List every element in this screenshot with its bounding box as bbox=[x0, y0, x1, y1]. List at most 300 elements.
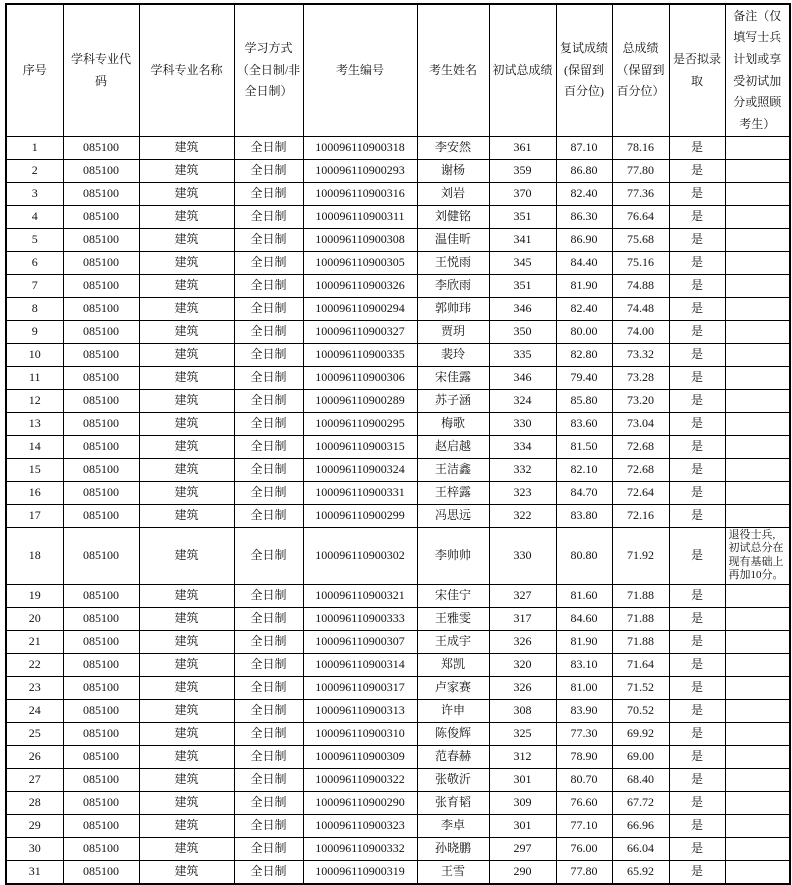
cell-total-score: 71.92 bbox=[612, 528, 669, 585]
cell-candidate-name: 范春赫 bbox=[417, 745, 489, 768]
cell-study-mode: 全日制 bbox=[234, 390, 303, 413]
cell-no: 26 bbox=[6, 745, 63, 768]
cell-study-mode: 全日制 bbox=[234, 183, 303, 206]
cell-initial-score: 361 bbox=[489, 137, 556, 160]
cell-candidate-name: 刘健铭 bbox=[417, 206, 489, 229]
cell-subject-code: 085100 bbox=[63, 860, 139, 884]
cell-subject-name: 建筑 bbox=[139, 505, 234, 528]
col-header-retest-score: 复试成绩(保留到百分位) bbox=[556, 4, 612, 137]
cell-subject-code: 085100 bbox=[63, 584, 139, 607]
cell-no: 19 bbox=[6, 584, 63, 607]
table-row bbox=[6, 183, 790, 206]
cell-subject-name: 建筑 bbox=[139, 367, 234, 390]
cell-subject-name: 建筑 bbox=[139, 837, 234, 860]
cell-initial-score: 351 bbox=[489, 275, 556, 298]
cell-remark bbox=[725, 160, 790, 183]
cell-candidate-id: 100096110900289 bbox=[303, 390, 417, 413]
table-row bbox=[6, 459, 790, 482]
cell-candidate-id: 100096110900323 bbox=[303, 814, 417, 837]
cell-study-mode: 全日制 bbox=[234, 630, 303, 653]
cell-subject-code: 085100 bbox=[63, 459, 139, 482]
cell-no: 20 bbox=[6, 607, 63, 630]
cell-remark bbox=[725, 814, 790, 837]
cell-initial-score: 308 bbox=[489, 699, 556, 722]
cell-study-mode: 全日制 bbox=[234, 676, 303, 699]
cell-total-score: 78.16 bbox=[612, 137, 669, 160]
header-row bbox=[6, 4, 790, 137]
table-row bbox=[6, 722, 790, 745]
cell-subject-code: 085100 bbox=[63, 505, 139, 528]
cell-candidate-name: 李安然 bbox=[417, 137, 489, 160]
table-row bbox=[6, 413, 790, 436]
cell-admitted: 是 bbox=[669, 321, 725, 344]
cell-no: 28 bbox=[6, 791, 63, 814]
cell-subject-code: 085100 bbox=[63, 699, 139, 722]
results-tbody bbox=[6, 137, 790, 884]
cell-remark bbox=[725, 413, 790, 436]
cell-remark bbox=[725, 229, 790, 252]
cell-total-score: 71.64 bbox=[612, 653, 669, 676]
table-row bbox=[6, 630, 790, 653]
cell-retest-score: 77.80 bbox=[556, 860, 612, 884]
cell-retest-score: 82.80 bbox=[556, 344, 612, 367]
cell-remark bbox=[725, 837, 790, 860]
cell-no: 14 bbox=[6, 436, 63, 459]
cell-subject-code: 085100 bbox=[63, 183, 139, 206]
cell-candidate-id: 100096110900327 bbox=[303, 321, 417, 344]
cell-subject-code: 085100 bbox=[63, 229, 139, 252]
cell-no: 11 bbox=[6, 367, 63, 390]
cell-no: 31 bbox=[6, 860, 63, 884]
table-row bbox=[6, 607, 790, 630]
cell-retest-score: 76.00 bbox=[556, 837, 612, 860]
cell-study-mode: 全日制 bbox=[234, 791, 303, 814]
cell-subject-name: 建筑 bbox=[139, 791, 234, 814]
cell-candidate-name: 宋佳宁 bbox=[417, 584, 489, 607]
cell-subject-code: 085100 bbox=[63, 528, 139, 585]
cell-study-mode: 全日制 bbox=[234, 413, 303, 436]
cell-study-mode: 全日制 bbox=[234, 482, 303, 505]
cell-subject-name: 建筑 bbox=[139, 768, 234, 791]
cell-remark bbox=[725, 630, 790, 653]
cell-retest-score: 82.40 bbox=[556, 183, 612, 206]
cell-candidate-name: 王雪 bbox=[417, 860, 489, 884]
cell-subject-code: 085100 bbox=[63, 745, 139, 768]
cell-study-mode: 全日制 bbox=[234, 321, 303, 344]
cell-admitted: 是 bbox=[669, 160, 725, 183]
cell-subject-name: 建筑 bbox=[139, 699, 234, 722]
cell-candidate-id: 100096110900310 bbox=[303, 722, 417, 745]
cell-subject-code: 085100 bbox=[63, 768, 139, 791]
table-row bbox=[6, 837, 790, 860]
cell-total-score: 75.68 bbox=[612, 229, 669, 252]
cell-no: 29 bbox=[6, 814, 63, 837]
table-row bbox=[6, 653, 790, 676]
cell-subject-name: 建筑 bbox=[139, 137, 234, 160]
cell-retest-score: 80.00 bbox=[556, 321, 612, 344]
cell-remark bbox=[725, 390, 790, 413]
cell-no: 9 bbox=[6, 321, 63, 344]
cell-no: 23 bbox=[6, 676, 63, 699]
cell-study-mode: 全日制 bbox=[234, 137, 303, 160]
cell-subject-code: 085100 bbox=[63, 137, 139, 160]
cell-subject-name: 建筑 bbox=[139, 860, 234, 884]
cell-study-mode: 全日制 bbox=[234, 768, 303, 791]
cell-study-mode: 全日制 bbox=[234, 653, 303, 676]
cell-study-mode: 全日制 bbox=[234, 229, 303, 252]
cell-retest-score: 81.90 bbox=[556, 275, 612, 298]
cell-no: 13 bbox=[6, 413, 63, 436]
table-row bbox=[6, 390, 790, 413]
cell-candidate-name: 李欣雨 bbox=[417, 275, 489, 298]
cell-remark bbox=[725, 653, 790, 676]
cell-study-mode: 全日制 bbox=[234, 344, 303, 367]
col-header-candidate-id: 考生编号 bbox=[303, 4, 417, 137]
cell-initial-score: 297 bbox=[489, 837, 556, 860]
cell-remark bbox=[725, 676, 790, 699]
cell-study-mode: 全日制 bbox=[234, 699, 303, 722]
cell-study-mode: 全日制 bbox=[234, 814, 303, 837]
cell-retest-score: 81.60 bbox=[556, 584, 612, 607]
cell-retest-score: 81.90 bbox=[556, 630, 612, 653]
cell-retest-score: 83.80 bbox=[556, 505, 612, 528]
cell-study-mode: 全日制 bbox=[234, 860, 303, 884]
cell-candidate-id: 100096110900318 bbox=[303, 137, 417, 160]
cell-no: 27 bbox=[6, 768, 63, 791]
table-row bbox=[6, 229, 790, 252]
cell-remark bbox=[725, 275, 790, 298]
cell-subject-name: 建筑 bbox=[139, 676, 234, 699]
cell-candidate-id: 100096110900315 bbox=[303, 436, 417, 459]
cell-initial-score: 323 bbox=[489, 482, 556, 505]
cell-candidate-name: 郭帅玮 bbox=[417, 298, 489, 321]
cell-subject-code: 085100 bbox=[63, 367, 139, 390]
cell-remark bbox=[725, 206, 790, 229]
cell-no: 24 bbox=[6, 699, 63, 722]
cell-subject-name: 建筑 bbox=[139, 413, 234, 436]
cell-remark bbox=[725, 860, 790, 884]
cell-admitted: 是 bbox=[669, 229, 725, 252]
table-row bbox=[6, 206, 790, 229]
cell-study-mode: 全日制 bbox=[234, 252, 303, 275]
table-row bbox=[6, 584, 790, 607]
cell-study-mode: 全日制 bbox=[234, 367, 303, 390]
cell-remark bbox=[725, 722, 790, 745]
cell-initial-score: 346 bbox=[489, 367, 556, 390]
cell-total-score: 74.48 bbox=[612, 298, 669, 321]
cell-admitted: 是 bbox=[669, 607, 725, 630]
cell-total-score: 66.04 bbox=[612, 837, 669, 860]
cell-study-mode: 全日制 bbox=[234, 206, 303, 229]
cell-initial-score: 334 bbox=[489, 436, 556, 459]
cell-candidate-name: 郑凯 bbox=[417, 653, 489, 676]
cell-candidate-id: 100096110900332 bbox=[303, 837, 417, 860]
cell-remark bbox=[725, 768, 790, 791]
cell-retest-score: 82.40 bbox=[556, 298, 612, 321]
cell-retest-score: 78.90 bbox=[556, 745, 612, 768]
cell-candidate-id: 100096110900307 bbox=[303, 630, 417, 653]
cell-initial-score: 345 bbox=[489, 252, 556, 275]
col-header-subject-name: 学科专业名称 bbox=[139, 4, 234, 137]
table-row bbox=[6, 505, 790, 528]
cell-remark bbox=[725, 137, 790, 160]
cell-retest-score: 83.90 bbox=[556, 699, 612, 722]
cell-total-score: 72.68 bbox=[612, 459, 669, 482]
table-row bbox=[6, 275, 790, 298]
cell-candidate-id: 100096110900317 bbox=[303, 676, 417, 699]
cell-study-mode: 全日制 bbox=[234, 607, 303, 630]
cell-candidate-name: 王雅雯 bbox=[417, 607, 489, 630]
cell-subject-code: 085100 bbox=[63, 160, 139, 183]
cell-candidate-name: 梅歌 bbox=[417, 413, 489, 436]
cell-retest-score: 86.30 bbox=[556, 206, 612, 229]
cell-admitted: 是 bbox=[669, 252, 725, 275]
cell-candidate-id: 100096110900313 bbox=[303, 699, 417, 722]
cell-subject-code: 085100 bbox=[63, 607, 139, 630]
cell-subject-name: 建筑 bbox=[139, 390, 234, 413]
cell-total-score: 69.00 bbox=[612, 745, 669, 768]
cell-study-mode: 全日制 bbox=[234, 584, 303, 607]
cell-candidate-name: 王悦雨 bbox=[417, 252, 489, 275]
cell-initial-score: 327 bbox=[489, 584, 556, 607]
cell-retest-score: 83.60 bbox=[556, 413, 612, 436]
cell-admitted: 是 bbox=[669, 459, 725, 482]
table-row bbox=[6, 814, 790, 837]
cell-initial-score: 320 bbox=[489, 653, 556, 676]
cell-admitted: 是 bbox=[669, 653, 725, 676]
cell-candidate-name: 裴玲 bbox=[417, 344, 489, 367]
cell-remark bbox=[725, 791, 790, 814]
cell-study-mode: 全日制 bbox=[234, 837, 303, 860]
cell-subject-name: 建筑 bbox=[139, 183, 234, 206]
cell-admitted: 是 bbox=[669, 528, 725, 585]
cell-study-mode: 全日制 bbox=[234, 436, 303, 459]
cell-remark bbox=[725, 482, 790, 505]
cell-candidate-id: 100096110900293 bbox=[303, 160, 417, 183]
table-row bbox=[6, 860, 790, 884]
cell-candidate-name: 李帅帅 bbox=[417, 528, 489, 585]
cell-retest-score: 81.50 bbox=[556, 436, 612, 459]
cell-retest-score: 84.40 bbox=[556, 252, 612, 275]
col-header-study-mode: 学习方式（全日制/非全日制） bbox=[234, 4, 303, 137]
cell-no: 4 bbox=[6, 206, 63, 229]
cell-admitted: 是 bbox=[669, 482, 725, 505]
cell-retest-score: 86.80 bbox=[556, 160, 612, 183]
cell-total-score: 72.16 bbox=[612, 505, 669, 528]
cell-initial-score: 346 bbox=[489, 298, 556, 321]
cell-retest-score: 82.10 bbox=[556, 459, 612, 482]
cell-candidate-name: 张敬沂 bbox=[417, 768, 489, 791]
cell-candidate-name: 赵启越 bbox=[417, 436, 489, 459]
col-header-initial-score: 初试总成绩 bbox=[489, 4, 556, 137]
cell-subject-code: 085100 bbox=[63, 321, 139, 344]
col-header-remark: 备注（仅填写士兵计划或享受初试加分或照顾考生） bbox=[725, 4, 790, 137]
cell-remark bbox=[725, 584, 790, 607]
cell-admitted: 是 bbox=[669, 722, 725, 745]
cell-subject-name: 建筑 bbox=[139, 160, 234, 183]
cell-no: 22 bbox=[6, 653, 63, 676]
cell-no: 6 bbox=[6, 252, 63, 275]
cell-total-score: 67.72 bbox=[612, 791, 669, 814]
cell-no: 7 bbox=[6, 275, 63, 298]
cell-subject-name: 建筑 bbox=[139, 229, 234, 252]
col-header-no: 序号 bbox=[6, 4, 63, 137]
cell-total-score: 77.36 bbox=[612, 183, 669, 206]
cell-total-score: 66.96 bbox=[612, 814, 669, 837]
cell-admitted: 是 bbox=[669, 505, 725, 528]
table-row bbox=[6, 676, 790, 699]
cell-admitted: 是 bbox=[669, 390, 725, 413]
cell-subject-name: 建筑 bbox=[139, 528, 234, 585]
table-row bbox=[6, 321, 790, 344]
cell-no: 30 bbox=[6, 837, 63, 860]
cell-initial-score: 317 bbox=[489, 607, 556, 630]
cell-admitted: 是 bbox=[669, 367, 725, 390]
cell-candidate-name: 谢杨 bbox=[417, 160, 489, 183]
cell-initial-score: 322 bbox=[489, 505, 556, 528]
cell-initial-score: 326 bbox=[489, 630, 556, 653]
table-row bbox=[6, 699, 790, 722]
cell-retest-score: 85.80 bbox=[556, 390, 612, 413]
cell-initial-score: 290 bbox=[489, 860, 556, 884]
cell-candidate-id: 100096110900331 bbox=[303, 482, 417, 505]
cell-total-score: 75.16 bbox=[612, 252, 669, 275]
cell-admitted: 是 bbox=[669, 137, 725, 160]
cell-total-score: 73.04 bbox=[612, 413, 669, 436]
cell-total-score: 72.64 bbox=[612, 482, 669, 505]
table-row bbox=[6, 482, 790, 505]
cell-total-score: 76.64 bbox=[612, 206, 669, 229]
cell-subject-name: 建筑 bbox=[139, 436, 234, 459]
table-row bbox=[6, 768, 790, 791]
cell-total-score: 71.52 bbox=[612, 676, 669, 699]
cell-study-mode: 全日制 bbox=[234, 275, 303, 298]
cell-candidate-id: 100096110900335 bbox=[303, 344, 417, 367]
cell-initial-score: 324 bbox=[489, 390, 556, 413]
table-row bbox=[6, 252, 790, 275]
cell-subject-name: 建筑 bbox=[139, 722, 234, 745]
cell-study-mode: 全日制 bbox=[234, 505, 303, 528]
cell-candidate-name: 温佳昕 bbox=[417, 229, 489, 252]
cell-subject-name: 建筑 bbox=[139, 630, 234, 653]
cell-subject-name: 建筑 bbox=[139, 206, 234, 229]
cell-admitted: 是 bbox=[669, 699, 725, 722]
cell-remark bbox=[725, 321, 790, 344]
cell-candidate-id: 100096110900314 bbox=[303, 653, 417, 676]
cell-subject-code: 085100 bbox=[63, 390, 139, 413]
cell-no: 5 bbox=[6, 229, 63, 252]
cell-candidate-id: 100096110900321 bbox=[303, 584, 417, 607]
cell-total-score: 71.88 bbox=[612, 630, 669, 653]
cell-admitted: 是 bbox=[669, 584, 725, 607]
cell-subject-code: 085100 bbox=[63, 252, 139, 275]
cell-total-score: 71.88 bbox=[612, 607, 669, 630]
cell-candidate-name: 贾玥 bbox=[417, 321, 489, 344]
cell-total-score: 71.88 bbox=[612, 584, 669, 607]
cell-retest-score: 87.10 bbox=[556, 137, 612, 160]
cell-initial-score: 335 bbox=[489, 344, 556, 367]
cell-candidate-name: 宋佳露 bbox=[417, 367, 489, 390]
cell-study-mode: 全日制 bbox=[234, 459, 303, 482]
cell-candidate-name: 许申 bbox=[417, 699, 489, 722]
cell-initial-score: 301 bbox=[489, 768, 556, 791]
cell-admitted: 是 bbox=[669, 298, 725, 321]
cell-initial-score: 309 bbox=[489, 791, 556, 814]
cell-initial-score: 301 bbox=[489, 814, 556, 837]
cell-retest-score: 77.30 bbox=[556, 722, 612, 745]
cell-no: 8 bbox=[6, 298, 63, 321]
cell-subject-code: 085100 bbox=[63, 298, 139, 321]
cell-candidate-id: 100096110900294 bbox=[303, 298, 417, 321]
cell-no: 15 bbox=[6, 459, 63, 482]
cell-candidate-id: 100096110900305 bbox=[303, 252, 417, 275]
cell-candidate-name: 孙晓鹏 bbox=[417, 837, 489, 860]
cell-subject-code: 085100 bbox=[63, 814, 139, 837]
cell-total-score: 69.92 bbox=[612, 722, 669, 745]
cell-remark bbox=[725, 252, 790, 275]
cell-no: 16 bbox=[6, 482, 63, 505]
cell-candidate-name: 王洁鑫 bbox=[417, 459, 489, 482]
cell-admitted: 是 bbox=[669, 791, 725, 814]
cell-subject-code: 085100 bbox=[63, 344, 139, 367]
cell-no: 3 bbox=[6, 183, 63, 206]
cell-remark bbox=[725, 745, 790, 768]
cell-initial-score: 370 bbox=[489, 183, 556, 206]
cell-subject-name: 建筑 bbox=[139, 459, 234, 482]
col-header-total-score: 总成绩（保留到百分位） bbox=[612, 4, 669, 137]
cell-subject-code: 085100 bbox=[63, 413, 139, 436]
cell-total-score: 70.52 bbox=[612, 699, 669, 722]
cell-retest-score: 84.60 bbox=[556, 607, 612, 630]
cell-admitted: 是 bbox=[669, 745, 725, 768]
cell-candidate-name: 苏子涵 bbox=[417, 390, 489, 413]
cell-remark bbox=[725, 459, 790, 482]
cell-total-score: 72.68 bbox=[612, 436, 669, 459]
cell-subject-code: 085100 bbox=[63, 837, 139, 860]
cell-retest-score: 77.10 bbox=[556, 814, 612, 837]
cell-retest-score: 80.80 bbox=[556, 528, 612, 585]
col-header-admitted: 是否拟录取 bbox=[669, 4, 725, 137]
cell-study-mode: 全日制 bbox=[234, 298, 303, 321]
cell-subject-code: 085100 bbox=[63, 482, 139, 505]
table-row bbox=[6, 137, 790, 160]
cell-subject-code: 085100 bbox=[63, 653, 139, 676]
cell-candidate-name: 刘岩 bbox=[417, 183, 489, 206]
table-row bbox=[6, 298, 790, 321]
table-row bbox=[6, 436, 790, 459]
cell-total-score: 65.92 bbox=[612, 860, 669, 884]
cell-total-score: 73.32 bbox=[612, 344, 669, 367]
cell-admitted: 是 bbox=[669, 183, 725, 206]
cell-total-score: 73.20 bbox=[612, 390, 669, 413]
cell-study-mode: 全日制 bbox=[234, 528, 303, 585]
cell-no: 18 bbox=[6, 528, 63, 585]
table-row bbox=[6, 528, 790, 585]
cell-candidate-name: 李卓 bbox=[417, 814, 489, 837]
cell-subject-name: 建筑 bbox=[139, 321, 234, 344]
cell-candidate-name: 王梓露 bbox=[417, 482, 489, 505]
cell-candidate-id: 100096110900309 bbox=[303, 745, 417, 768]
cell-admitted: 是 bbox=[669, 814, 725, 837]
cell-initial-score: 332 bbox=[489, 459, 556, 482]
cell-candidate-name: 陈俊辉 bbox=[417, 722, 489, 745]
cell-candidate-id: 100096110900326 bbox=[303, 275, 417, 298]
table-row bbox=[6, 791, 790, 814]
cell-candidate-id: 100096110900290 bbox=[303, 791, 417, 814]
cell-initial-score: 359 bbox=[489, 160, 556, 183]
cell-remark bbox=[725, 183, 790, 206]
cell-total-score: 74.00 bbox=[612, 321, 669, 344]
